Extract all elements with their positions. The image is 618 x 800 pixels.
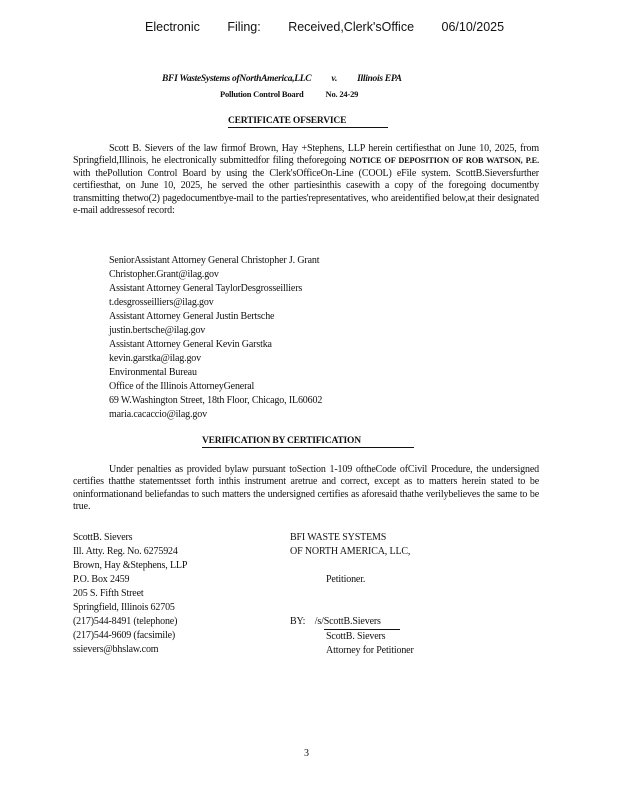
certificate-paragraph (73, 143, 539, 217)
signature-slash: /s/ (314, 616, 324, 627)
certificate-text-2: with thePollution Control Board by using the Clerk'sOfficeOn-Line (COOL) eFile system. ScottB.Sieversfurther certifiesthat, on June 10, 2025, he served the other partiesinthis casewith a copy of the foregoing documentby transmitting thetwo(2) pagedocumentbye-mail to the parties'representatives, who areidentified below,at their designated e-mail addressesof record: (73, 167, 539, 217)
spacer (290, 587, 414, 601)
banner-date: 06/10/2025 (441, 20, 505, 34)
petitioner-signature-block (290, 531, 414, 658)
facsimile: (217)544-9609 (facsimile) (73, 630, 176, 641)
signature-line (290, 615, 414, 630)
verification-paragraph (73, 464, 539, 514)
recipient-list (109, 254, 322, 422)
banner-filing: Filing: (227, 20, 261, 34)
attorney-email: ssievers@bhslaw.com (73, 644, 159, 655)
recipient-email: maria.cacaccio@ilag.gov (109, 409, 207, 420)
certificate-heading: CERTIFICATE OFSERVICE (228, 116, 388, 128)
certificate-text-1: Scott B. Sievers of the law firmof Brown, Hay +Stephens, LLP herein certifiesthat on June 10, 2025, from Springfield,Illinois, he electronically submittedfor filing theforegoing (73, 143, 539, 167)
caption-board: Pollution Control Board (220, 89, 304, 99)
recipient-email: kevin.garstka@ilag.gov (109, 353, 201, 364)
caption-agency: Illinois EPA (357, 74, 402, 84)
firm-name: Brown, Hay &Stephens, LLP (73, 560, 188, 571)
recipient-line: Assistant Attorney General Justin Bertsche (109, 311, 275, 322)
po-box: P.O. Box 2459 (73, 574, 130, 585)
verification-heading: VERIFICATION BY CERTIFICATION (202, 436, 414, 448)
caption-versus: v. (331, 74, 338, 84)
recipient-email: Christopher.Grant@ilag.gov (109, 269, 219, 280)
attorney-name: ScottB. Sievers (73, 532, 133, 543)
efiling-banner (145, 20, 526, 34)
recipient-line: Assistant Attorney General TaylorDesgrosseilliers (109, 283, 303, 294)
notice-title: NOTICE OF DEPOSITION OF ROB WATSON, P.E. (349, 156, 539, 166)
company-line-2: OF NORTH AMERICA, LLC, (290, 546, 411, 557)
signer-title: Attorney for Petitioner (326, 645, 414, 656)
city-state-zip: Springfield, Illinois 62705 (73, 602, 175, 613)
signer-name: ScottB. Sievers (326, 631, 386, 642)
recipient-email: justin.bertsche@ilag.gov (109, 325, 206, 336)
attorney-contact-block (73, 531, 187, 657)
banner-electronic: Electronic (145, 20, 200, 34)
caption-number: No. 24-29 (325, 89, 359, 99)
telephone: (217)544-8491 (telephone) (73, 616, 178, 627)
spacer (290, 559, 414, 573)
by-label: BY: (290, 616, 306, 627)
recipient-line: SeniorAssistant Attorney General Christopher J. Grant (109, 255, 320, 266)
recipient-line: Environmental Bureau (109, 367, 197, 378)
recipient-line: Assistant Attorney General Kevin Garstka (109, 339, 272, 350)
street-address: 205 S. Fifth Street (73, 588, 144, 599)
recipient-email: t.desgrosseilliers@ilag.gov (109, 297, 214, 308)
attorney-registration: Ill. Atty. Reg. No. 6275924 (73, 546, 178, 557)
company-line-1: BFI WASTE SYSTEMS (290, 532, 387, 543)
case-caption-board (220, 89, 378, 99)
spacer (290, 601, 414, 615)
recipient-address: 69 W.Washington Street, 18th Floor, Chicago, IL60602 (109, 395, 323, 406)
verification-text: Under penalties as provided bylaw pursuant toSection 1-109 oftheCode ofCivil Procedure, the undersigned certifies thatthe statementsset forth inthis instrument aretrue and correct, except as to matters herein stated to be oninformationand beliefandas to such matters the undersigned certifies as aforesaid thathe verilybelieves the same to be true. (73, 464, 539, 513)
caption-party: BFI WasteSystems ofNorthAmerica,LLC (162, 74, 312, 84)
electronic-signature: ScottB.Sievers (324, 615, 400, 630)
case-caption-parties (162, 74, 420, 84)
page-number: 3 (304, 748, 309, 759)
petitioner-role: Petitioner. (326, 574, 366, 585)
banner-received: Received,Clerk'sOffice (288, 20, 415, 34)
recipient-line: Office of the Illinois AttorneyGeneral (109, 381, 255, 392)
